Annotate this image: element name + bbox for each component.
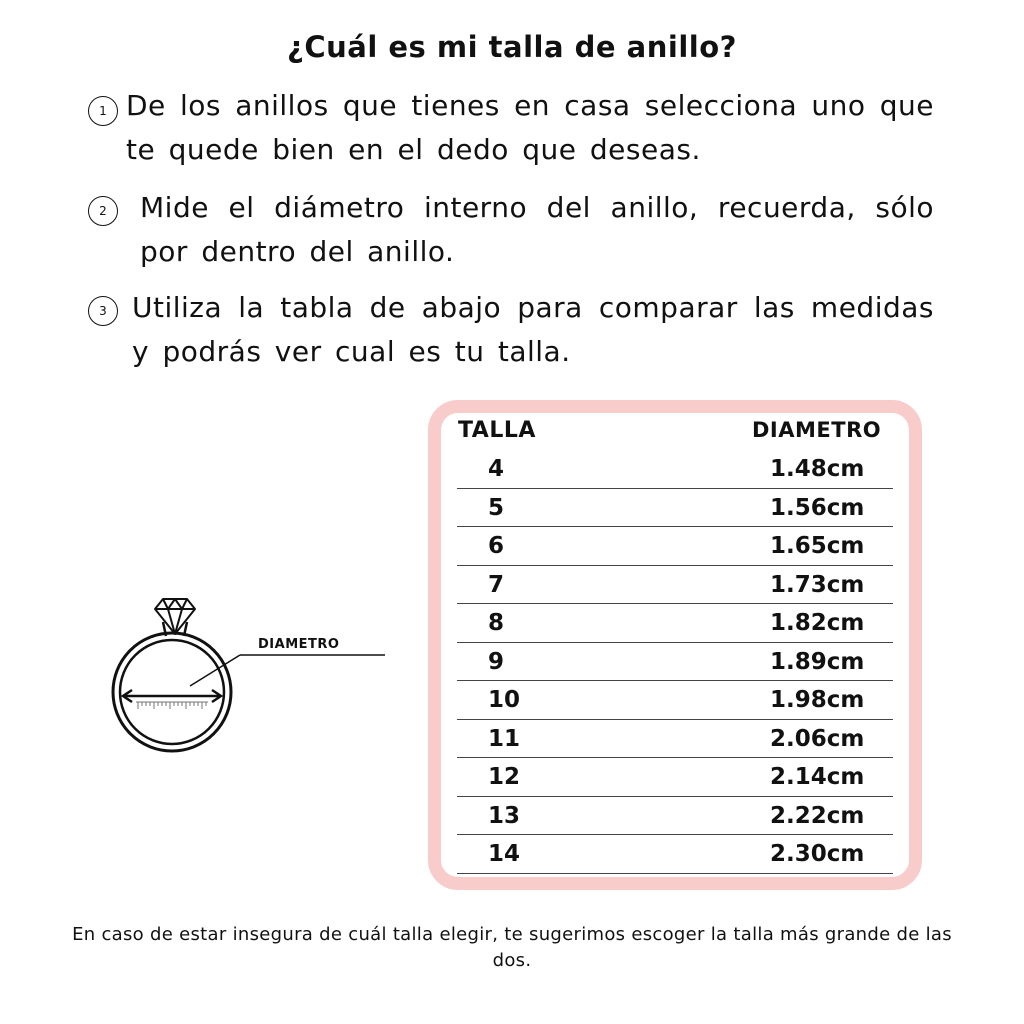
table-row [457,489,893,528]
size-cell: 12 [488,764,521,790]
diameter-cell: 2.06cm [770,725,865,752]
step-3-text: Utiliza la tabla de abajo para comparar las medidas y podrás ver cual es tu talla. [132,291,934,368]
diameter-cell: 1.73cm [770,571,865,598]
size-table [457,450,893,874]
step-2-text: Mide el diámetro interno del anillo, recuerda, sólo por dentro del anillo. [140,191,934,268]
size-cell: 10 [488,687,521,713]
step-1-text: De los anillos que tienes en casa selecciona uno que te quede bien en el dedo que deseas. [126,89,934,166]
diameter-cell: 1.48cm [770,456,865,482]
size-cell: 11 [488,725,521,752]
table-row [457,797,893,836]
size-cell: 8 [488,610,505,636]
size-cell: 14 [488,841,521,867]
diameter-cell: 1.82cm [770,610,865,636]
footer-note: En caso de estar insegura de cuál talla elegir, te sugerimos escoger la talla más grande de las dos. [72,924,952,971]
diameter-cell: 1.89cm [770,648,865,675]
diameter-cell: 1.65cm [770,533,865,559]
diameter-cell: 1.98cm [770,687,865,713]
size-cell: 9 [488,648,505,675]
step-number-3: 3 [88,296,118,326]
table-row [457,758,893,797]
table-row [457,527,893,566]
table-row [457,835,893,874]
diameter-cell: 1.56cm [770,494,865,521]
diameter-label: DIAMETRO [258,637,340,652]
table-row [457,566,893,605]
size-cell: 6 [488,533,505,559]
diameter-cell: 2.22cm [770,802,865,829]
table-row [457,604,893,643]
size-cell: 13 [488,802,521,829]
table-row [457,681,893,720]
diameter-cell: 2.14cm [770,764,865,790]
table-row [457,643,893,682]
size-cell: 5 [488,494,505,521]
table-row [457,450,893,489]
table-row [457,720,893,759]
page-title: ¿Cuál es mi talla de anillo? [287,30,737,64]
diameter-cell: 2.30cm [770,841,865,867]
size-cell: 7 [488,571,505,598]
step-number-2: 2 [88,196,118,226]
step-number-1: 1 [88,96,118,126]
size-column-header: TALLA [458,418,536,443]
ring-diameter-icon [100,590,400,765]
diameter-column-header: DIAMETRO [752,418,882,442]
size-cell: 4 [488,456,505,482]
